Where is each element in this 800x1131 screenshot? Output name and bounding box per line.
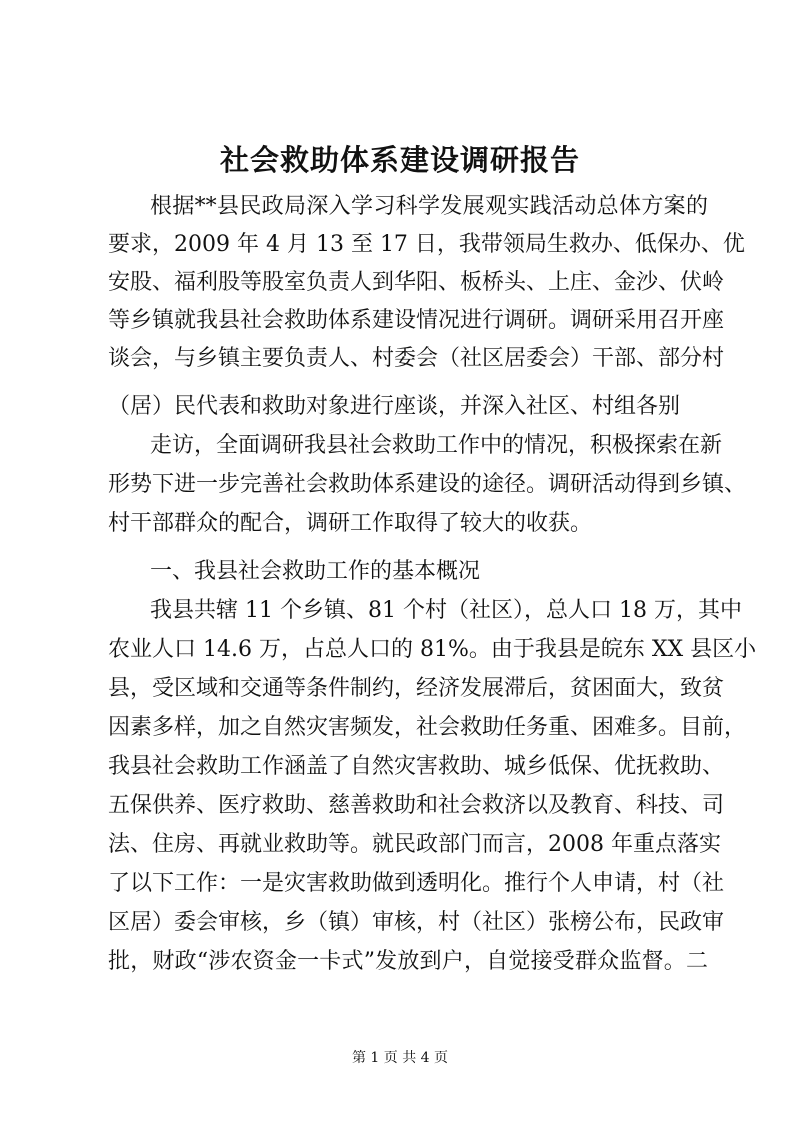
paragraph-line: 等乡镇就我县社会救助体系建设情况进行调研。调研采用召开座 <box>108 308 725 333</box>
paragraph-line: 农业人口 14.6 万，占总人口的 81%。由于我县是皖东 XX 县区小 <box>108 637 757 662</box>
paragraph-line: 根据**县民政局深入学习科学发展观实践活动总体方案的 <box>150 194 708 219</box>
paragraph-line: 安股、福利股等股室负责人到华阳、板桥头、上庄、金沙、伏岭 <box>108 270 725 295</box>
paragraph-line: 法、住房、再就业救助等。就民政部门而言，2008 年重点落实 <box>108 832 721 857</box>
paragraph-line: 区居）委会审核，乡（镇）审核，村（社区）张榜公布，民政审 <box>108 910 725 935</box>
paragraph-line: 因素多样，加之自然灾害频发，社会救助任务重、困难多。目前， <box>108 715 747 740</box>
page-number: 第 1 页 共 4 页 <box>351 1050 449 1066</box>
paragraph-line: 谈会，与乡镇主要负责人、村委会（社区居委会）干部、部分村 <box>108 346 725 371</box>
paragraph-line: 五保供养、医疗救助、慈善救助和社会救济以及教育、科技、司 <box>108 793 725 818</box>
paragraph-line: 批，财政“涉农资金一卡式”发放到户，自觉接受群众监督。二 <box>108 949 708 974</box>
paragraph-line: 要求，2009 年 4 月 13 至 17 日，我带领局生救办、低保办、优 <box>108 232 745 257</box>
paragraph-line: 形势下进一步完善社会救助体系建设的途径。调研活动得到乡镇、 <box>108 472 747 497</box>
paragraph-line: 县，受区域和交通等条件制约，经济发展滞后，贫困面大，致贫 <box>108 676 725 701</box>
paragraph-line: 走访，全面调研我县社会救助工作中的情况，积极探索在新 <box>150 433 723 458</box>
section-heading: 一、我县社会救助工作的基本概况 <box>150 559 481 584</box>
paragraph-line: 了以下工作：一是灾害救助做到透明化。推行个人申请，村（社 <box>108 871 725 896</box>
paragraph-line: 村干部群众的配合，调研工作取得了较大的收获。 <box>108 511 593 536</box>
paragraph-line: 我县社会救助工作涵盖了自然灾害救助、城乡低保、优抚救助、 <box>108 754 725 779</box>
paragraph-line: 我县共辖 11 个乡镇、81 个村（社区），总人口 18 万，其中 <box>150 598 742 623</box>
document-title: 社会救助体系建设调研报告 <box>219 143 580 177</box>
paragraph-line: （居）民代表和救助对象进行座谈，并深入社区、村组各别 <box>108 394 681 419</box>
